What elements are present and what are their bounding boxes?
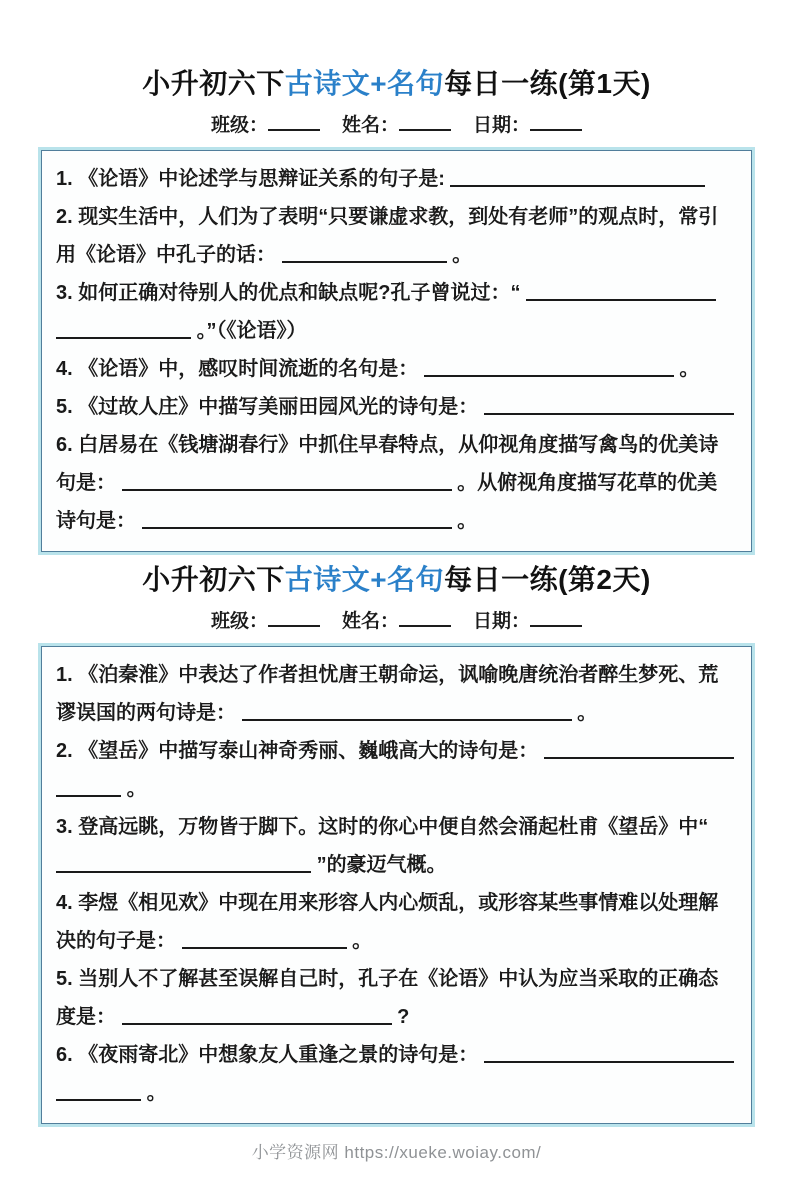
answer-blank-line: [484, 395, 734, 415]
question-text: 2. 《望岳》中描写泰山神奇秀丽、巍峨高大的诗句是：: [56, 740, 539, 762]
question-item: [56, 808, 737, 884]
info-field-label: 姓名：: [341, 115, 399, 136]
info-field-label: 班级：: [210, 611, 268, 632]
question-text: 5. 当别人不了解甚至误解自己时，孔子在《论语》中认为应当采取的正确态度是：: [56, 968, 719, 1028]
section-title: [0, 66, 793, 101]
title-highlight-text: 古诗文+名句: [284, 68, 445, 99]
question-text: 3. 如何正确对待别人的优点和缺点呢?孔子曾说过：“: [56, 282, 521, 304]
answer-blank-line: [242, 701, 572, 721]
answer-blank-line: [544, 739, 734, 759]
question-text: 。: [679, 358, 700, 380]
info-field-blank-line: [399, 117, 451, 131]
title-highlight-text: 古诗文+名句: [284, 564, 445, 595]
question-text: 。从俯视角度描写花草的优美诗句是：: [56, 472, 718, 532]
question-text: 2. 现实生活中，人们为了表明“只要谦虚求教，到处有老师”的观点时，常引用《论语》中孔子的话：: [56, 206, 719, 266]
answer-blank-line: [526, 281, 716, 301]
info-field-name: [342, 110, 451, 137]
question-item: [56, 198, 737, 274]
info-field-blank-line: [530, 117, 582, 131]
question-text: 3. 登高远眺，万物皆于脚下。这时的你心中便自然会涌起杜甫《望岳》中“: [56, 816, 709, 838]
question-item: [56, 656, 737, 732]
question-text: 4. 李煜《相见欢》中现在用来形容人内心烦乱，或形容某些事情难以处理解决的句子是：: [56, 892, 719, 952]
question-text: ”的豪迈气概。: [316, 854, 447, 876]
answer-blank-line: [56, 319, 191, 339]
info-field-label: 日期：: [473, 611, 531, 632]
info-field-label: 班级：: [210, 115, 268, 136]
question-text: 5. 《过故人庄》中描写美丽田园风光的诗句是：: [56, 396, 479, 418]
info-field-blank-line: [530, 613, 582, 627]
question-text: 1. 《泊秦淮》中表达了作者担忧唐王朝命运，讽喻晚唐统治者醉生梦死、荒谬误国的两句诗是：: [56, 664, 719, 724]
info-field-date: [473, 606, 582, 633]
question-text: 。: [457, 510, 478, 532]
question-text: 4. 《论语》中，感叹时间流逝的名句是：: [56, 358, 419, 380]
question-text: 6. 《夜雨寄北》中想象友人重逢之景的诗句是：: [56, 1044, 479, 1066]
answer-blank-line: [56, 853, 311, 873]
question-text: 。: [146, 1082, 167, 1104]
answer-blank-line: [142, 509, 452, 529]
question-text: ?: [397, 1006, 410, 1028]
info-field-date: [473, 110, 582, 137]
info-field-label: 姓名：: [341, 611, 399, 632]
question-item: [56, 960, 737, 1036]
day-section-2: [0, 562, 793, 1124]
day-section-1: [0, 66, 793, 552]
answer-blank-line: [450, 167, 705, 187]
question-item: [56, 160, 737, 198]
answer-blank-line: [424, 357, 674, 377]
question-item: [56, 884, 737, 960]
info-field-blank-line: [268, 117, 320, 131]
title-prefix-text: 小升初六下: [142, 68, 285, 99]
info-field-class: [211, 110, 320, 137]
question-item: [56, 350, 737, 388]
info-field-blank-line: [399, 613, 451, 627]
answer-blank-line: [56, 777, 121, 797]
question-box-day2: [41, 646, 752, 1124]
title-suffix-text: 每日一练(第2天): [444, 564, 651, 595]
section-title: [0, 562, 793, 597]
answer-blank-line: [122, 1005, 392, 1025]
title-prefix-text: 小升初六下: [142, 564, 285, 595]
question-text: 。: [352, 930, 373, 952]
question-box-day1: [41, 150, 752, 552]
student-info-line: [0, 110, 793, 137]
question-item: [56, 426, 737, 540]
answer-blank-line: [282, 243, 447, 263]
info-field-blank-line: [268, 613, 320, 627]
answer-blank-line: [56, 1081, 141, 1101]
question-item: [56, 274, 737, 350]
question-text: 。: [126, 778, 147, 800]
title-suffix-text: 每日一练(第1天): [444, 68, 651, 99]
info-field-label: 日期：: [473, 115, 531, 136]
answer-blank-line: [122, 471, 452, 491]
question-text: 。: [577, 702, 598, 724]
question-text: 1. 《论语》中论述学与思辩证关系的句子是:: [56, 168, 445, 190]
student-info-line: [0, 606, 793, 633]
answer-blank-line: [182, 929, 347, 949]
question-text: 。: [452, 244, 473, 266]
question-item: [56, 732, 737, 808]
question-item: [56, 1036, 737, 1112]
info-field-name: [342, 606, 451, 633]
answer-blank-line: [484, 1043, 734, 1063]
question-text: 6. 白居易在《钱塘湖春行》中抓住早春特点，从仰视角度描写禽鸟的优美诗句是：: [56, 434, 719, 494]
info-field-class: [211, 606, 320, 633]
question-item: [56, 388, 737, 426]
page-footer: [0, 1138, 793, 1181]
question-text: 。”（《论语》）: [196, 320, 307, 342]
footer-text: 小学资源网 https://xueke.woiay.com/: [251, 1143, 542, 1162]
